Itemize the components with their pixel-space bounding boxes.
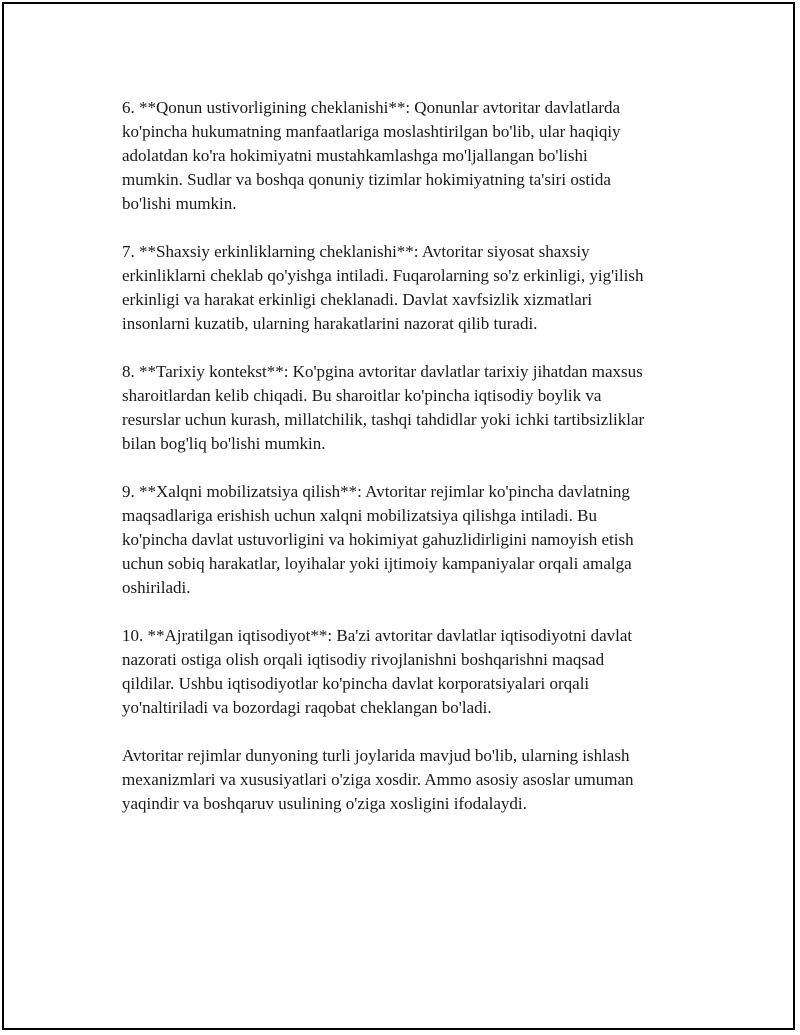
paragraph-conclusion: Avtoritar rejimlar dunyoning turli joylarida mavjud bo'lib, ularning ishlash mexanizmlari va xususiyatlari o'ziga xosdir. Ammo asosiy asoslar umuman yaqindir va boshqaruv usulining o'ziga xosligini ifodalaydi. [122, 746, 634, 813]
paragraph-item-10: 10. **Ajratilgan iqtisodiyot**: Ba'zi avtoritar davlatlar iqtisodiyotni davlat nazorati ostiga olish orqali iqtisodiy rivojlanishni boshqarishni maqsad qildilar. Ushbu iqtisodiyotlar ko'pincha davlat korporatsiyalari orqali yo'naltiriladi va bozordagi raqobat cheklangan bo'ladi. [122, 626, 633, 717]
paragraph-item-9: 9. **Xalqni mobilizatsiya qilish**: Avtoritar rejimlar ko'pincha davlatning maqsadlariga erishish uchun xalqni mobilizatsiya qilishga intiladi. Bu ko'pincha davlat ustuvorligini va hokimiyat gahuzlidirligini namoyish etish uchun sobiq harakatlar, loyihalar yoki ijtimoiy kampaniyalar orqali amalga oshiriladi. [122, 482, 634, 597]
paragraph-item-7: 7. **Shaxsiy erkinliklarning cheklanishi**: Avtoritar siyosat shaxsiy erkinliklarni cheklab qo'yishga intiladi. Fuqarolarning so'z erkinligi, yig'ilish erkinligi va harakat erkinligi cheklanadi. Davlat xavfsizlik xizmatlari insonlarni kuzatib, ularning harakatlarini nazorat qilib turadi. [122, 242, 644, 333]
document-body [122, 96, 702, 840]
paragraph-item-6: 6. **Qonun ustivorligining cheklanishi**: Qonunlar avtoritar davlatlarda ko'pincha hukumatning manfaatlariga moslashtirilgan bo'lib, ular haqiqiy adolatdan ko'ra hokimiyatni mustahkamlashga mo'ljallangan bo'lishi mumkin. Sudlar va boshqa qonuniy tizimlar hokimiyatning ta'siri ostida bo'lishi mumkin. [122, 98, 621, 213]
paragraph-item-8: 8. **Tarixiy kontekst**: Ko'pgina avtoritar davlatlar tarixiy jihatdan maxsus sharoitlardan kelib chiqadi. Bu sharoitlar ko'pincha iqtisodiy boylik va resurslar uchun kurash, millatchilik, tashqi tahdidlar yoki ichki tartibsizliklar bilan bog'liq bo'lishi mumkin. [122, 362, 645, 453]
page-frame [2, 2, 795, 1030]
